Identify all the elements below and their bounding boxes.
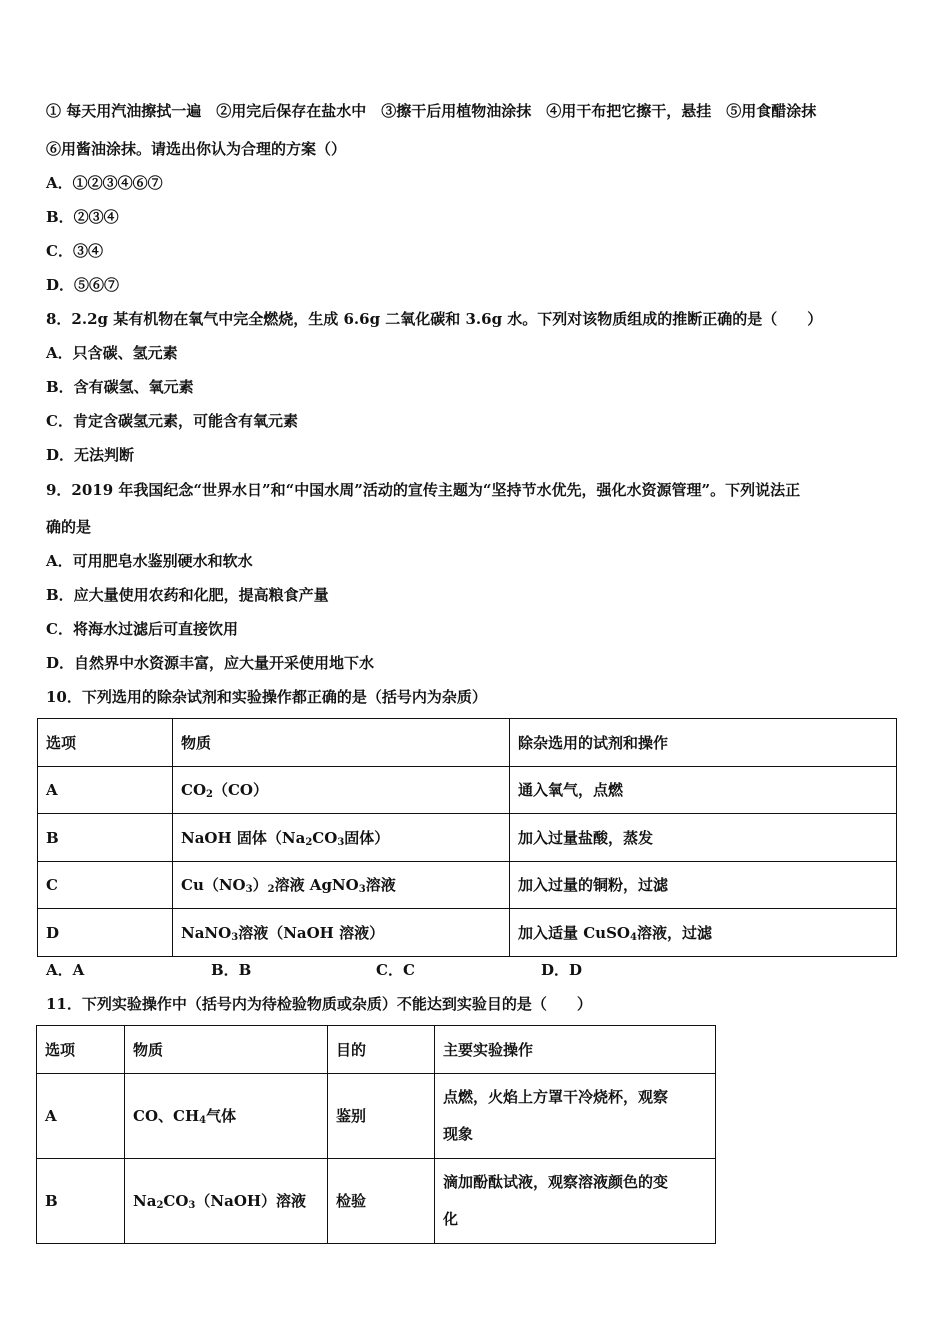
q9-option-a: A．可用肥皂水鉴别硬水和软水 [46, 552, 253, 570]
q9-stem-line-2: 确的是 [46, 518, 92, 536]
q10-row-b-operation: 加入过量盐酸，蒸发 [510, 814, 897, 862]
table-row [38, 767, 897, 814]
q7-option-d: D．⑤⑥⑦ [46, 276, 120, 294]
q10-row-a-operation: 通入氧气，点燃 [510, 767, 897, 814]
q10-header-operation: 除杂选用的试剂和操作 [510, 719, 897, 767]
table-row [38, 862, 897, 909]
q11-header-purpose: 目的 [328, 1026, 435, 1074]
q8-stem: 8．2.2g 某有机物在氧气中完全燃烧，生成 6.6g 二氧化碳和 3.6g 水。下列对该物质组成的推断正确的是（ ） [46, 310, 823, 328]
q7-option-a: A．①②③④⑥⑦ [46, 174, 163, 192]
q8-option-c: C．肯定含碳氢元素，可能含有氧元素 [46, 412, 298, 430]
q11-table [36, 1025, 716, 1244]
q11-header-option: 选项 [37, 1026, 125, 1074]
q9-option-b: B．应大量使用农药和化肥，提高粮食产量 [46, 586, 329, 604]
q10-row-b-substance: NaOH 固体（$Na_2CO_3$固体） [173, 814, 510, 862]
q10-row-c-option: C [38, 862, 173, 909]
q10-row-b-option: B [38, 814, 173, 862]
q11-header-substance: 物质 [125, 1026, 328, 1074]
q11-row-b-substance: $Na_2CO_3(NaOH)$溶液 [125, 1159, 328, 1244]
q11-row-a-option: A [37, 1074, 125, 1159]
q10-row-a-substance: $CO_2(CO)$ [173, 767, 510, 814]
q10-answer-b: B．B [211, 961, 252, 979]
q11-header-row [37, 1026, 716, 1074]
q9-stem-line-1: 9．2019 年我国纪念“世界水日”和“中国水周”活动的宣传主题为“坚持节水优先，强化水资源管理”。下列说法正 [46, 481, 801, 499]
q10-row-d-operation: 加入适量 CuSO$_4$溶液，过滤 [510, 909, 897, 957]
q11-stem: 11．下列实验操作中（括号内为待检验物质或杂质）不能达到实验目的是（ ） [46, 995, 592, 1013]
q10-answer-a: A．A [46, 961, 85, 979]
q11-row-a-substance: CO、$CH_4$气体 [125, 1074, 328, 1159]
q10-stem: 10．下列选用的除杂试剂和实验操作都正确的是（括号内为杂质） [46, 688, 487, 706]
table-row [38, 814, 897, 862]
q10-row-c-operation: 加入过量的铜粉，过滤 [510, 862, 897, 909]
q8-option-b: B．含有碳氢、氧元素 [46, 378, 194, 396]
q10-answer-options [46, 960, 646, 980]
q11-header-operation: 主要实验操作 [435, 1026, 716, 1074]
q10-header-substance: 物质 [173, 719, 510, 767]
q10-row-a-option: A [38, 767, 173, 814]
q7-statement-line-2: ⑥用酱油涂抹。请选出你认为合理的方案（） [46, 140, 347, 158]
q10-table [37, 718, 897, 957]
q10-answer-d: D．D [541, 961, 583, 979]
q11-row-b-operation: 滴加酚酞试液，观察溶液颜色的变 化 [435, 1159, 716, 1244]
q11-row-b-purpose: 检验 [328, 1159, 435, 1244]
q10-row-d-option: D [38, 909, 173, 957]
q10-answer-c: C．C [376, 961, 415, 979]
q7-option-c: C．③④ [46, 242, 103, 260]
q9-option-c: C．将海水过滤后可直接饮用 [46, 620, 238, 638]
q9-option-d: D．自然界中水资源丰富，应大量开采使用地下水 [46, 654, 375, 672]
table-row [38, 909, 897, 957]
q8-option-d: D．无法判断 [46, 446, 135, 464]
q10-header-row [38, 719, 897, 767]
q11-row-a-purpose: 鉴别 [328, 1074, 435, 1159]
table-row [37, 1159, 716, 1244]
q11-row-a-operation: 点燃，火焰上方罩干冷烧杯，观察 现象 [435, 1074, 716, 1159]
q10-header-option: 选项 [38, 719, 173, 767]
q10-row-c-substance: $Cu(NO_3)_2$溶液 AgNO$_3$溶液 [173, 862, 510, 909]
q11-row-b-option: B [37, 1159, 125, 1244]
q8-option-a: A．只含碳、氢元素 [46, 344, 178, 362]
q10-row-d-substance: NaNO$_3$溶液（NaOH 溶液） [173, 909, 510, 957]
q7-option-b: B．②③④ [46, 208, 119, 226]
table-row [37, 1074, 716, 1159]
q7-statement-line-1: ① 每天用汽油擦拭一遍 ②用完后保存在盐水中 ③擦干后用植物油涂抹 ④用干布把它擦干，悬挂 ⑤用食醋涂抹 [46, 102, 817, 120]
